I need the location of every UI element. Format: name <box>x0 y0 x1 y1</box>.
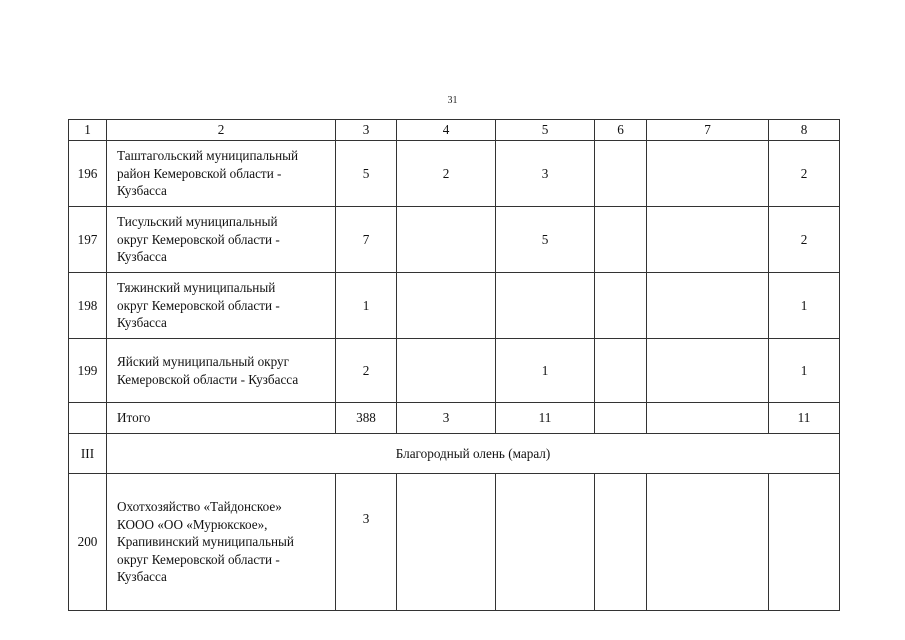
cell-col4: 2 <box>397 141 496 207</box>
cell-col6 <box>595 273 647 339</box>
cell-col6 <box>595 207 647 273</box>
cell-col3: 2 <box>336 339 397 403</box>
row-number: 199 <box>69 339 107 403</box>
total-label: Итого <box>107 403 336 434</box>
name-line: Кузбасса <box>117 315 167 331</box>
cell-col6 <box>595 339 647 403</box>
name-line: Охотхозяйство «Тайдонское» <box>117 499 282 515</box>
cell-col4 <box>397 207 496 273</box>
table-row <box>69 207 840 273</box>
table-row <box>69 273 840 339</box>
row-number: 196 <box>69 141 107 207</box>
cell-col3: 3 <box>336 474 397 611</box>
name-line: район Кемеровской области - <box>117 165 282 181</box>
table-row <box>69 141 840 207</box>
name-line: Кузбасса <box>117 249 167 265</box>
header-cell: 7 <box>647 120 769 141</box>
cell-col8: 2 <box>769 207 840 273</box>
name-line: Таштагольский муниципальный <box>117 148 299 164</box>
cell-col7 <box>647 207 769 273</box>
cell-col5 <box>496 474 595 611</box>
name-line: Яйский муниципальный округ <box>117 354 290 369</box>
total-col4: 3 <box>397 403 496 434</box>
cell-col4 <box>397 339 496 403</box>
cell-col4 <box>397 474 496 611</box>
total-col8: 11 <box>769 403 840 434</box>
cell-col5: 5 <box>496 207 595 273</box>
total-row <box>69 403 840 434</box>
name-line: Тисульский муниципальный <box>117 214 278 230</box>
cell-col6 <box>595 474 647 611</box>
header-cell: 6 <box>595 120 647 141</box>
header-cell: 2 <box>107 120 336 141</box>
cell-col7 <box>647 339 769 403</box>
district-name <box>107 141 336 207</box>
cell-col5: 1 <box>496 339 595 403</box>
cell-col3: 5 <box>336 141 397 207</box>
cell-col4 <box>397 273 496 339</box>
name-line: Кузбасса <box>117 569 167 585</box>
total-col7 <box>647 403 769 434</box>
header-cell: 5 <box>496 120 595 141</box>
total-col6 <box>595 403 647 434</box>
cell-col7 <box>647 474 769 611</box>
row-number <box>69 403 107 434</box>
section-title: Благородный олень (марал) <box>107 434 840 474</box>
cell-col5 <box>496 273 595 339</box>
header-cell: 1 <box>69 120 107 141</box>
quota-table <box>68 119 840 611</box>
header-cell: 4 <box>397 120 496 141</box>
district-name <box>107 474 336 611</box>
cell-col7 <box>647 273 769 339</box>
row-number: 200 <box>69 474 107 611</box>
name-line: округ Кемеровской области - <box>117 551 280 567</box>
total-col3: 388 <box>336 403 397 434</box>
row-number: 197 <box>69 207 107 273</box>
name-line: Крапивинский муниципальный <box>117 534 294 550</box>
header-cell: 8 <box>769 120 840 141</box>
cell-col7 <box>647 141 769 207</box>
cell-col8: 2 <box>769 141 840 207</box>
district-name <box>107 207 336 273</box>
name-line: округ Кемеровской области - <box>117 231 280 247</box>
row-number: 198 <box>69 273 107 339</box>
section-number: III <box>69 434 107 474</box>
header-cell: 3 <box>336 120 397 141</box>
header-row <box>69 120 840 141</box>
name-line: КООО «ОО «Мурюкское», <box>117 516 268 532</box>
name-line: Тяжинский муниципальный <box>117 280 276 296</box>
cell-col5: 3 <box>496 141 595 207</box>
name-line: Кемеровской области - Кузбасса <box>117 371 299 387</box>
district-name <box>107 339 336 403</box>
name-line: округ Кемеровской области - <box>117 297 280 313</box>
table-row <box>69 474 840 611</box>
name-line: Кузбасса <box>117 183 167 199</box>
total-col5: 11 <box>496 403 595 434</box>
table-row <box>69 339 840 403</box>
cell-col3: 7 <box>336 207 397 273</box>
cell-col6 <box>595 141 647 207</box>
section-row <box>69 434 840 474</box>
page-number: 31 <box>447 95 458 106</box>
district-name <box>107 273 336 339</box>
cell-col3: 1 <box>336 273 397 339</box>
cell-col8: 1 <box>769 339 840 403</box>
cell-col8: 1 <box>769 273 840 339</box>
cell-col8 <box>769 474 840 611</box>
